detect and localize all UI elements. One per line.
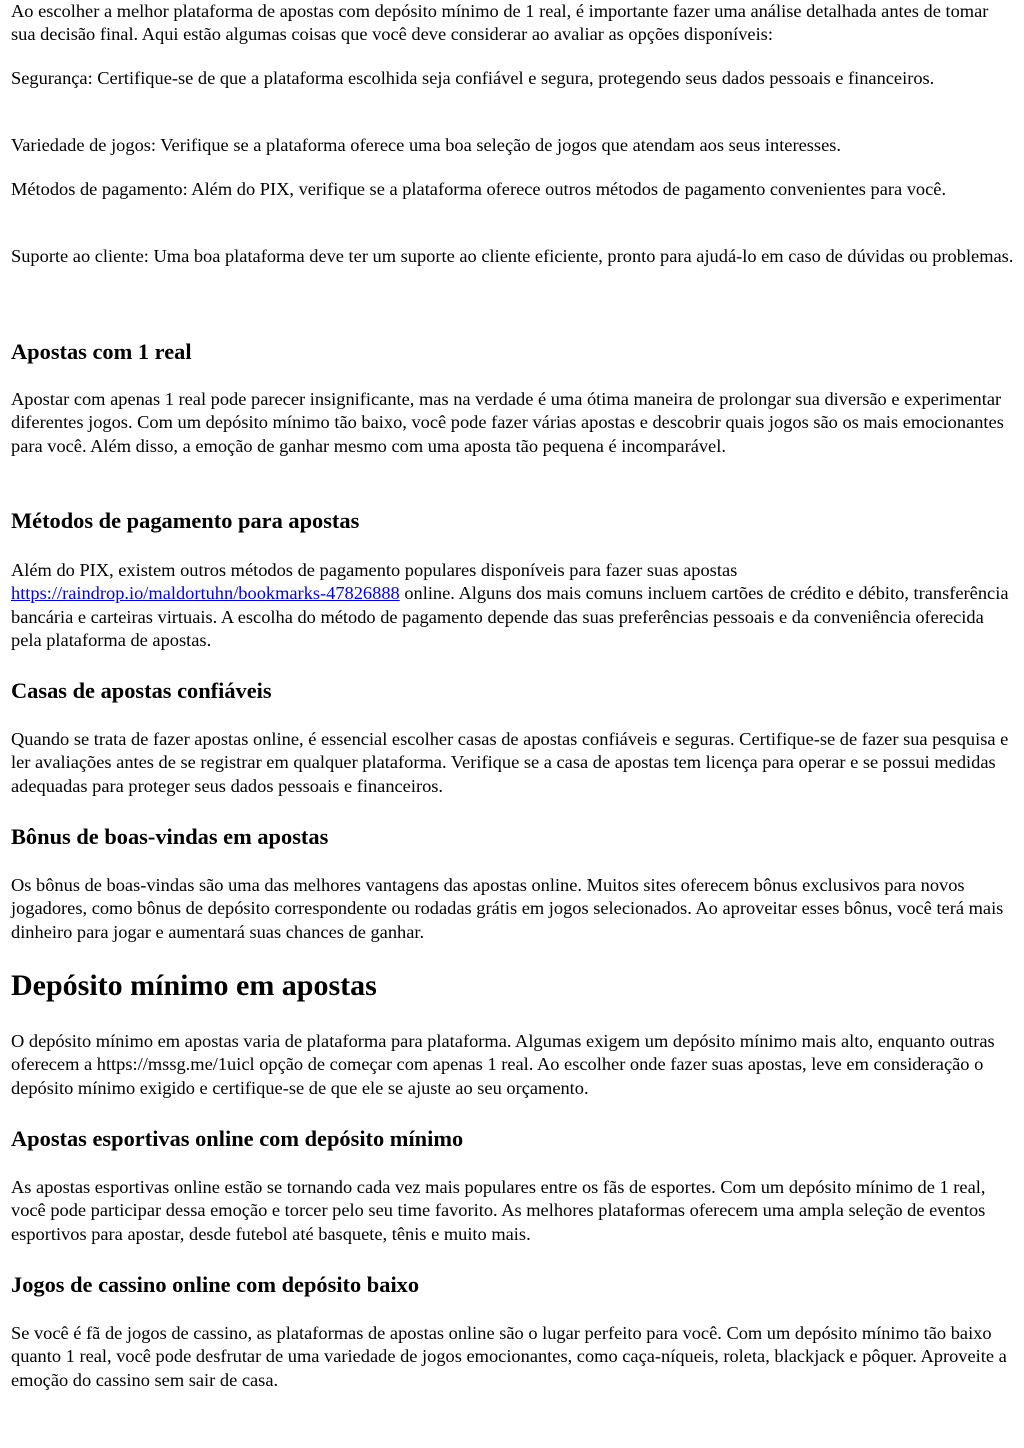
section-heading-apostas-esportivas: Apostas esportivas online com depósito mínimo — [11, 1126, 464, 1151]
customer-support-item: Suporte ao cliente: Uma boa plataforma deve ter um suporte ao cliente eficiente, pronto para ajudá-lo em caso de dúvidas ou problemas. — [11, 246, 1014, 266]
section-body-deposito-minimo: O depósito mínimo em apostas varia de plataforma para plataforma. Algumas exigem um depósito mínimo mais alto, enquanto outras oferecem a https://mssg.me/1uicl opção de começar com apenas 1 real. Ao escolher onde fazer suas apostas, leve em consideração o depósito mínimo exigido e certifique-se de que ele se ajuste ao seu orçamento. — [11, 1031, 995, 1098]
games-variety-item: Variedade de jogos: Verifique se a plataforma oferece uma boa seleção de jogos que atendam aos seus interesses. — [11, 135, 841, 155]
section-heading-metodos-pagamento: Métodos de pagamento para apostas — [11, 508, 360, 533]
section-body-apostas-1-real: Apostar com apenas 1 real pode parecer insignificante, mas na verdade é uma ótima maneira de prolongar sua diversão e experimentar diferentes jogos. Com um depósito mínimo tão baixo, você pode fazer várias apostas e descobrir quais jogos são os mais emocionantes para você. Além disso, a emoção de ganhar mesmo com uma aposta tão pequena é incomparável. — [11, 389, 1004, 456]
section-body-casas-confiaveis: Quando se trata de fazer apostas online, é essencial escolher casas de apostas confiáveis e seguras. Certifique-se de fazer sua pesquisa e ler avaliações antes de se registrar em qualquer plataforma. Verifique se a casa de apostas tem licença para operar e se possui medidas adequadas para proteger seus dados pessoais e financeiros. — [11, 729, 1009, 796]
section-body-metodos-pagamento — [11, 559, 1014, 653]
main-heading-deposito-minimo: Depósito mínimo em apostas — [11, 969, 377, 1002]
payment-methods-item: Métodos de pagamento: Além do PIX, verifique se a plataforma oferece outros métodos de pagamento convenientes para você. — [11, 179, 947, 199]
section-heading-bonus-boas-vindas: Bônus de boas-vindas em apostas — [11, 824, 329, 849]
section-body-apostas-esportivas: As apostas esportivas online estão se tornando cada vez mais populares entre os fãs de esportes. Com um depósito mínimo de 1 real, você pode participar dessa emoção e torcer pelo seu time favorito. As melhores plataformas oferecem uma ampla seleção de eventos esportivos para apostar, desde futebol até basquete, tênis e muito mais. — [11, 1177, 986, 1244]
section-heading-apostas-1-real: Apostas com 1 real — [11, 339, 192, 364]
section-heading-casas-confiaveis: Casas de apostas confiáveis — [11, 678, 272, 703]
section-body-bonus-boas-vindas: Os bônus de boas-vindas são uma das melhores vantagens das apostas online. Muitos sites oferecem bônus exclusivos para novos jogadores, como bônus de depósito correspondente ou rodadas grátis em jogos selecionados. Ao aproveitar esses bônus, você terá mais dinheiro para jogar e aumentará suas chances de ganhar. — [11, 875, 1004, 942]
intro-paragraph: Ao escolher a melhor plataforma de apostas com depósito mínimo de 1 real, é importante fazer uma análise detalhada antes de tomar sua decisão final. Aqui estão algumas coisas que você deve considerar ao avaliar as opções disponíveis: — [11, 1, 989, 45]
body-text-after-link: online. Alguns dos mais comuns incluem cartões de crédito e débito, transferência bancária e carteiras virtuais. A escolha do método de pagamento depende das suas preferências pessoais e da conveniência oferecida pela plataforma de apostas. — [11, 583, 1009, 651]
section-heading-jogos-cassino: Jogos de cassino online com depósito baixo — [11, 1272, 420, 1297]
body-text-before-link: Além do PIX, existem outros métodos de pagamento populares disponíveis para fazer suas apostas — [11, 560, 738, 580]
section-body-jogos-cassino: Se você é fã de jogos de cassino, as plataformas de apostas online são o lugar perfeito para você. Com um depósito mínimo tão baixo quanto 1 real, você pode desfrutar de uma variedade de jogos emocionantes, como caça-níqueis, roleta, blackjack e pôquer. Aproveite a emoção do cassino sem sair de casa. — [11, 1323, 1007, 1390]
security-item: Segurança: Certifique-se de que a plataforma escolhida seja confiável e segura, protegendo seus dados pessoais e financeiros. — [11, 68, 935, 88]
raindrop-link[interactable]: https://raindrop.io/maldortuhn/bookmarks-47826888 — [11, 583, 400, 604]
